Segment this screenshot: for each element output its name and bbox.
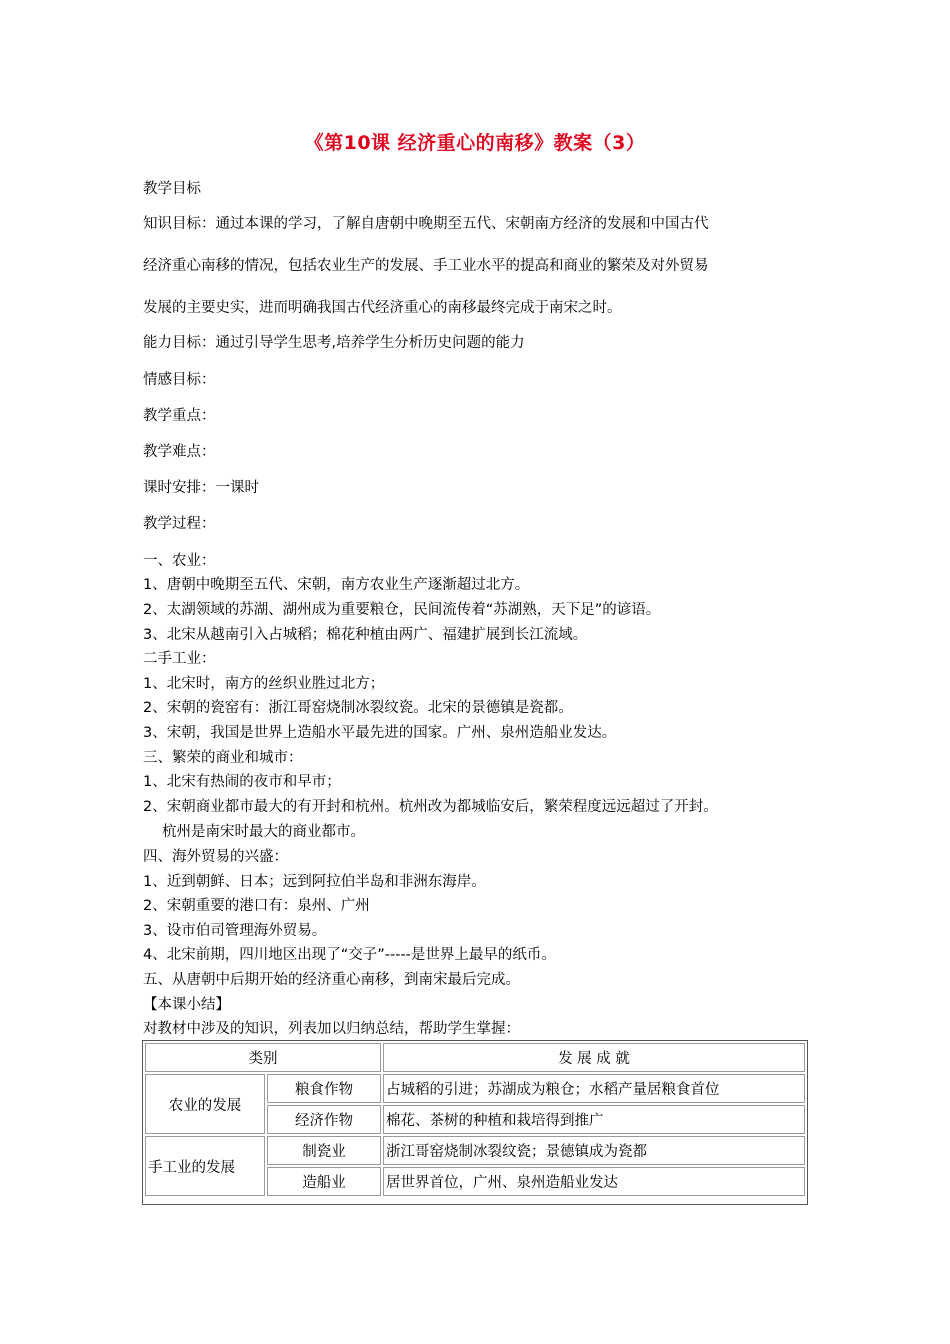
summary-table: [142, 1040, 808, 1205]
summary-intro: 对教材中涉及的知识，列表加以归纳总结，帮助学生掌握：: [143, 1021, 520, 1037]
list-item: 1、北宋时，南方的丝织业胜过北方；: [143, 676, 385, 692]
list-item: 2、宋朝重要的港口有：泉州、广州: [143, 898, 370, 914]
teaching-difficulty: 教学难点：: [143, 444, 216, 460]
emotion-objective: 情感目标：: [143, 372, 216, 388]
detail-cell: 居世界首位，广州、泉州造船业发达: [383, 1167, 805, 1196]
list-item: 1、近到朝鲜、日本；远到阿拉伯半岛和非洲东海岸。: [143, 874, 486, 890]
list-item: 2、宋朝的瓷窑有：浙江哥窑烧制冰裂纹瓷。北宋的景德镇是瓷都。: [143, 700, 573, 716]
list-item: 1、北宋有热闹的夜市和早市；: [143, 774, 341, 790]
knowledge-objective-line: 经济重心南移的情况，包括农业生产的发展、手工业水平的提高和商业的繁荣及对外贸易: [143, 258, 709, 274]
section-heading-objectives: 教学目标: [143, 181, 201, 197]
category-cell: 手工业的发展: [145, 1136, 265, 1196]
list-item: 1、唐朝中晚期至五代、宋朝，南方农业生产逐渐超过北方。: [143, 577, 530, 593]
header-achievement: 发 展 成 就: [383, 1043, 805, 1072]
list-item: 3、设市伯司管理海外贸易。: [143, 923, 327, 939]
list-item: 3、北宋从越南引入占城稻；棉花种植由两广、福建扩展到长江流域。: [143, 627, 588, 643]
knowledge-objective-line: 知识目标：通过本课的学习，了解自唐朝中晚期至五代、宋朝南方经济的发展和中国古代: [143, 216, 709, 232]
section-heading-conclusion: 五、从唐朝中后期开始的经济重心南移，到南宋最后完成。: [143, 972, 520, 988]
category-cell: 农业的发展: [145, 1074, 265, 1134]
section-heading-trade: 四、海外贸易的兴盛：: [143, 849, 288, 865]
list-item: 3、宋朝，我国是世界上造船水平最先进的国家。广州、泉州造船业发达。: [143, 725, 617, 741]
section-heading-handicraft: 二手工业：: [143, 651, 216, 667]
table-spacer-row: [145, 1198, 805, 1202]
ability-objective: 能力目标：通过引导学生思考,培养学生分析历史问题的能力: [143, 335, 525, 351]
teaching-process-heading: 教学过程：: [143, 516, 216, 532]
knowledge-objective-line: 发展的主要史实，进而明确我国古代经济重心的南移最终完成于南宋之时。: [143, 300, 622, 316]
table-header-row: [145, 1043, 805, 1072]
teaching-focus: 教学重点：: [143, 408, 216, 424]
item-cell: 经济作物: [267, 1105, 381, 1134]
item-cell: 造船业: [267, 1167, 381, 1196]
table-row: [145, 1074, 805, 1103]
list-item: 2、太湖领域的苏湖、湖州成为重要粮仓，民间流传着“苏湖熟，天下足”的谚语。: [143, 602, 661, 618]
list-item: 2、宋朝商业都市最大的有开封和杭州。杭州改为都城临安后，繁荣程度远远超过了开封。: [143, 799, 718, 815]
section-heading-agriculture: 一、农业：: [143, 553, 216, 569]
summary-heading: 【本课小结】: [143, 997, 230, 1013]
list-item-continuation: 杭州是南宋时最大的商业都市。: [162, 824, 365, 840]
section-heading-commerce: 三、繁荣的商业和城市：: [143, 750, 303, 766]
page-title: 《第10课 经济重心的南移》教案（3）: [304, 132, 646, 154]
item-cell: 粮食作物: [267, 1074, 381, 1103]
item-cell: 制瓷业: [267, 1136, 381, 1165]
list-item: 4、北宋前期，四川地区出现了“交子”-----是世界上最早的纸币。: [143, 947, 556, 963]
detail-cell: 占城稻的引进；苏湖成为粮仓；水稻产量居粮食首位: [383, 1074, 805, 1103]
detail-cell: 浙江哥窑烧制冰裂纹瓷；景德镇成为瓷都: [383, 1136, 805, 1165]
detail-cell: 棉花、茶树的种植和栽培得到推广: [383, 1105, 805, 1134]
table-row: [145, 1136, 805, 1165]
class-schedule: 课时安排：一课时: [143, 480, 259, 496]
header-category: 类别: [145, 1043, 381, 1072]
